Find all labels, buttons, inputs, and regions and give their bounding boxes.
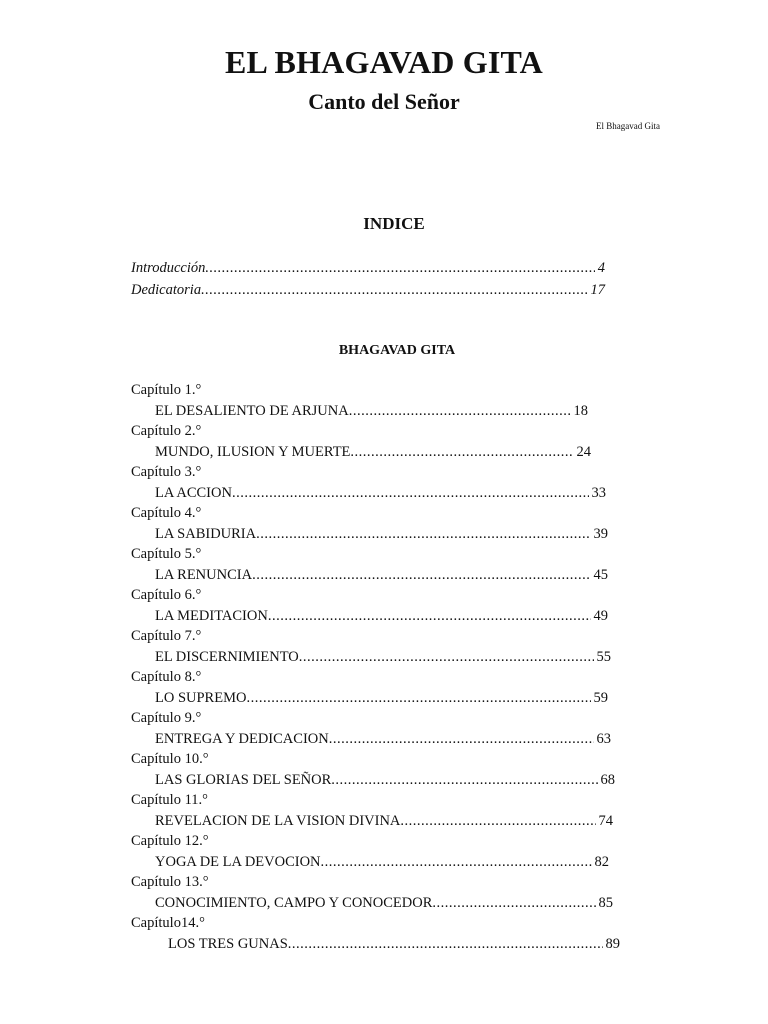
toc-entry-title: CONOCIMIENTO, CAMPO Y CONOCEDOR (155, 894, 433, 911)
chapter-label: Capítulo 1.° (131, 382, 202, 398)
toc-entry-page: 74 (598, 812, 613, 829)
toc-entry-title: LA MEDITACION (155, 607, 268, 624)
toc-entry-title: LAS GLORIAS DEL SEÑOR (155, 771, 332, 788)
toc-entry-chapter-10[interactable] (155, 770, 615, 791)
toc-entry-chapter-13[interactable] (155, 893, 613, 914)
toc-leader-dots (299, 647, 594, 668)
toc-entry-chapter-12[interactable] (155, 852, 609, 873)
chapter-label: Capítulo 11.° (131, 792, 208, 808)
toc-leader-dots (331, 770, 597, 791)
chapter-label: Capítulo14.° (131, 915, 205, 931)
toc-leader-dots (349, 401, 571, 422)
toc-entry-title: EL DESALIENTO DE ARJUNA (155, 402, 349, 419)
running-header: El Bhagavad Gita (596, 121, 660, 131)
toc-entry-title: LA ACCION (155, 484, 232, 501)
toc-leader-dots (256, 524, 590, 545)
chapter-label: Capítulo 8.° (131, 669, 202, 685)
toc-entry-chapter-8[interactable] (155, 688, 608, 709)
chapter-label: Capítulo 12.° (131, 833, 209, 849)
toc-entry-page: 85 (598, 894, 613, 911)
section-heading: BHAGAVAD GITA (338, 343, 456, 358)
toc-entry-dedication[interactable] (131, 279, 605, 301)
toc-entry-chapter-14[interactable] (168, 934, 620, 955)
toc-leader-dots (400, 811, 595, 832)
toc-entry-chapter-11[interactable] (155, 811, 613, 832)
toc-entry-page: 33 (591, 484, 606, 501)
toc-entry-chapter-3[interactable] (155, 483, 606, 504)
toc-entry-chapter-2[interactable] (155, 442, 591, 463)
toc-entry-page: 59 (593, 689, 608, 706)
toc-entry-title: YOGA DE LA DEVOCION (155, 853, 321, 870)
index-heading: INDICE (363, 214, 425, 233)
toc-entry-page: 68 (600, 771, 615, 788)
chapter-label: Capítulo 10.° (131, 751, 209, 767)
chapter-label: Capítulo 4.° (131, 505, 202, 521)
toc-leader-dots (321, 852, 592, 873)
toc-leader-dots (252, 565, 590, 586)
toc-entry-title: LOS TRES GUNAS (168, 935, 288, 952)
toc-leader-dots (246, 688, 590, 709)
toc-entry-title: REVELACION DE LA VISION DIVINA (155, 812, 401, 829)
toc-entry-page: 45 (593, 566, 608, 583)
chapter-label: Capítulo 6.° (131, 587, 202, 603)
toc-entry-title: EL DISCERNIMIENTO (155, 648, 299, 665)
toc-leader-dots (232, 483, 589, 504)
chapter-label: Capítulo 9.° (131, 710, 202, 726)
document-title: EL BHAGAVAD GITA (225, 44, 543, 80)
toc-entry-title: LA RENUNCIA (155, 566, 253, 583)
chapter-list (131, 380, 631, 954)
chapter-label: Capítulo 7.° (131, 628, 202, 644)
toc-leader-dots (350, 442, 573, 463)
toc-entry-chapter-1[interactable] (155, 401, 588, 422)
chapter-label: Capítulo 2.° (131, 423, 202, 439)
toc-entry-page: 63 (596, 730, 611, 747)
toc-leader-dots (205, 257, 594, 279)
toc-entry-chapter-7[interactable] (155, 647, 611, 668)
toc-leader-dots (268, 606, 591, 627)
toc-entry-page: 24 (576, 443, 591, 460)
toc-entry-page: 82 (594, 853, 609, 870)
document-subtitle: Canto del Señor (308, 89, 460, 114)
toc-entry-page: 55 (596, 648, 611, 665)
toc-entry-page: 17 (590, 282, 605, 298)
toc-entry-chapter-4[interactable] (155, 524, 608, 545)
toc-leader-dots (288, 934, 603, 955)
toc-entry-title: LO SUPREMO (155, 689, 247, 706)
toc-entry-page: 18 (573, 402, 588, 419)
toc-entry-chapter-6[interactable] (155, 606, 608, 627)
toc-entry-title: MUNDO, ILUSION Y MUERTE (155, 443, 351, 460)
chapter-label: Capítulo 5.° (131, 546, 202, 562)
toc-entry-page: 89 (605, 935, 620, 952)
chapter-label: Capítulo 3.° (131, 464, 202, 480)
front-matter-list (131, 257, 611, 301)
toc-entry-page: 49 (593, 607, 608, 624)
toc-entry-title: LA SABIDURIA (155, 525, 257, 542)
toc-entry-page: 39 (593, 525, 608, 542)
toc-leader-dots (329, 729, 594, 750)
toc-entry-chapter-9[interactable] (155, 729, 611, 750)
toc-entry-chapter-5[interactable] (155, 565, 608, 586)
toc-entry-title: ENTREGA Y DEDICACION (155, 730, 329, 747)
toc-entry-title: Introducción (131, 260, 206, 276)
toc-entry-introduction[interactable] (131, 257, 605, 279)
toc-entry-page: 4 (597, 260, 605, 276)
toc-entry-title: Dedicatoria (131, 282, 202, 298)
chapter-label: Capítulo 13.° (131, 874, 209, 890)
toc-leader-dots (432, 893, 595, 914)
toc-leader-dots (201, 279, 587, 301)
